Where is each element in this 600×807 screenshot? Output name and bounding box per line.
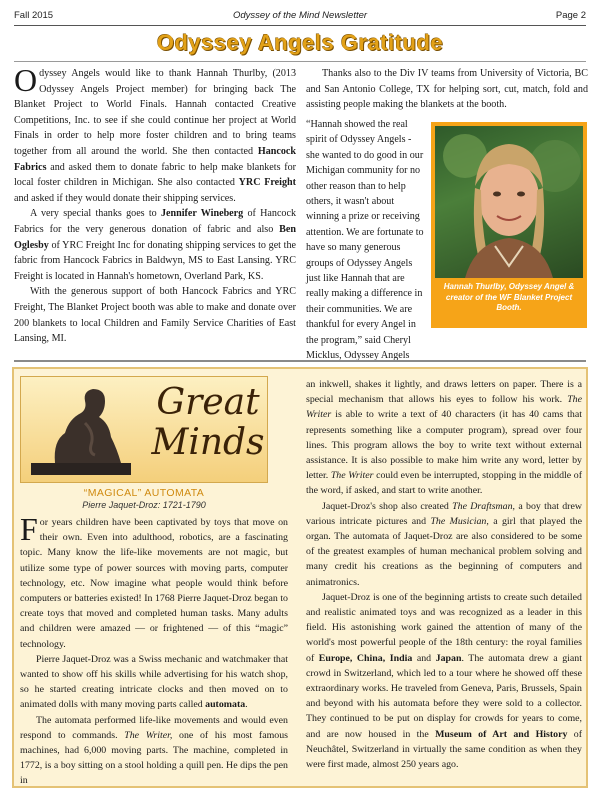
great-minds-title: Great Minds [151,382,265,463]
drop-cap: O [14,62,38,98]
photo-caption: Hannah Thurlby, Odyssey Angel & creator of the WF Blanket Project Booth. [443,282,575,312]
header-divider [14,25,586,26]
section-divider [14,360,586,362]
great-minds-column-right [306,377,582,772]
article-paragraph: Odyssey Angels would like to thank Hannah Thurlby, (2013 Odyssey Angels Project member) for bringing back The Blanket Project to World Finals. Hannah contacted Creative Competitions, Inc. to see if she could continue her project at World Finals in order to help more foster children and to bring teams together from all around the world. She then contacted Hancock Fabrics and asked them to donate fabric to help make blankets for local foster children in Michigan. She also contacted YRC Freight and asked if they would donate their shipping services. [14,62,296,204]
section-heading: “MAGICAL” AUTOMATA [83,487,205,499]
headline-divider [14,61,586,62]
page-header [14,10,586,24]
article-paragraph: Jaquet-Droz's shop also created The Draftsman, a boy that drew various intricate pictures and The Musician, a girl that played the organ. The automata of Jaquet-Droz are also considered to be some of the greatest examples of human mechanical problem solving and many credit his creations as the beginning of computers and animatronics. [306,500,582,588]
newsletter-title: Odyssey of the Mind Newsletter [232,10,368,21]
portrait-photo [435,126,583,278]
great-minds-column-left [20,511,289,789]
article-column-left [14,62,297,347]
article-quote: “Hannah showed the real spirit of Odyssey Angels - she wanted to do good in our Michigan community for no other reason than to help others, it wasn't about winning a prize or receiving attention. We are fortunate to have so many generous groups of Odyssey Angels just like Hannah that are really making a difference in their communities. We are thankful for every Angel in the program,” said Cheryl Micklus, Odyssey Angels [306,119,424,362]
article-column-right-top [306,66,588,113]
article-paragraph: The automata performed life-like movements and would even respond to commands. The Writer, one of his most famous machines, had 6,000 moving parts. The machine, completed in 1772, is a boy sitting on a stool holding a quill pen. He dips the pen in [20,714,289,787]
page-number: Page 2 [555,10,586,21]
drop-cap: F [20,511,38,547]
photo-frame [431,122,587,328]
article-paragraph: With the generous support of both Hancock Fabrics and YRC Freight, The Blanket Project booth was able to make and donate over 200 blankets to local Children and Family Service Charities of East Lansing, MI. [14,286,296,345]
article-paragraph: Thanks also to the Div IV teams from University of Victoria, BC and San Antonio College, TX for helping sort, cut, match, fold and assisting people making the blankets at the booth. [306,68,588,111]
issue-label: Fall 2015 [14,10,54,21]
article-headline: Odyssey Angels Gratitude [156,30,444,55]
thinker-statue-icon [25,383,143,479]
section-subheading: Pierre Jaquet-Droz: 1721-1790 [82,500,206,510]
article-paragraph: A very special thanks goes to Jennifer Wineberg of Hancock Fabrics for the very generous donation of fabric and also Ben Oglesby of YRC Freight Inc for donating shipping services to get the fabric from Hancock Fabrics in Baldwyn, MS to East Lansing. YRC Freight is located in Hannah's hometown, Overland Park, KS. [14,208,297,282]
article-paragraph: an inkwell, shakes it lightly, and draws letters on paper. There is a special mechanism that allows his eyes to follow his work. The Writer is able to write a text of 40 characters (it has 40 cams that represents something like a computer program), spread over four lines. This program allows the boy to write text without external assistance. It is also possible to make him write any word, letter by letter. The Writer could even be interrupted, stopping in the middle of the word, if asked, and start to write another. [306,379,582,497]
great-minds-banner [20,376,268,483]
article-paragraph: Pierre Jaquet-Droz was a Swiss mechanic and watchmaker that wanted to show off his skills while advertising for his watch shop, so he started creating intricate clocks and then moved on to animated dolls with many moving parts called automata. [20,653,288,711]
article-paragraph: For years children have been captivated by toys that move on their own. Even into adulthood, robotics, are a fascinating topic. Many know the life-like movements are not magic, but utilize some type of power sources with moving parts, computer technology, etc. Now imagine what people would think before computers or batteries existed! In 1768 Pierre Jaquet-Droz began to create toys that moved and completed human tasks. Many adults and children were amazed — or frightened — of this “magic” technology. [20,511,288,650]
article-paragraph: Jaquet-Droz is one of the beginning artists to create such detailed and realistic animated toys and was recognized as a leader in this field. His astonishing work gained the attention of many of the world's most powerful people of the 18th century: the royal families of Europe, China, India and Japan. The automata drew a giant crowd in Switzerland, which led to a tour where he showed off these extraordinary works. He traveled from Geneva, Paris, Brussels, Spain and beyond with his automata before they were sold to a collector. They continued to be put on display for crowds for years to come, and are now housed in the Museum of Art and History of Neuchâtel, Switzerland in virtually the same condition as when they were first made, almost 250 years ago. [306,591,582,771]
